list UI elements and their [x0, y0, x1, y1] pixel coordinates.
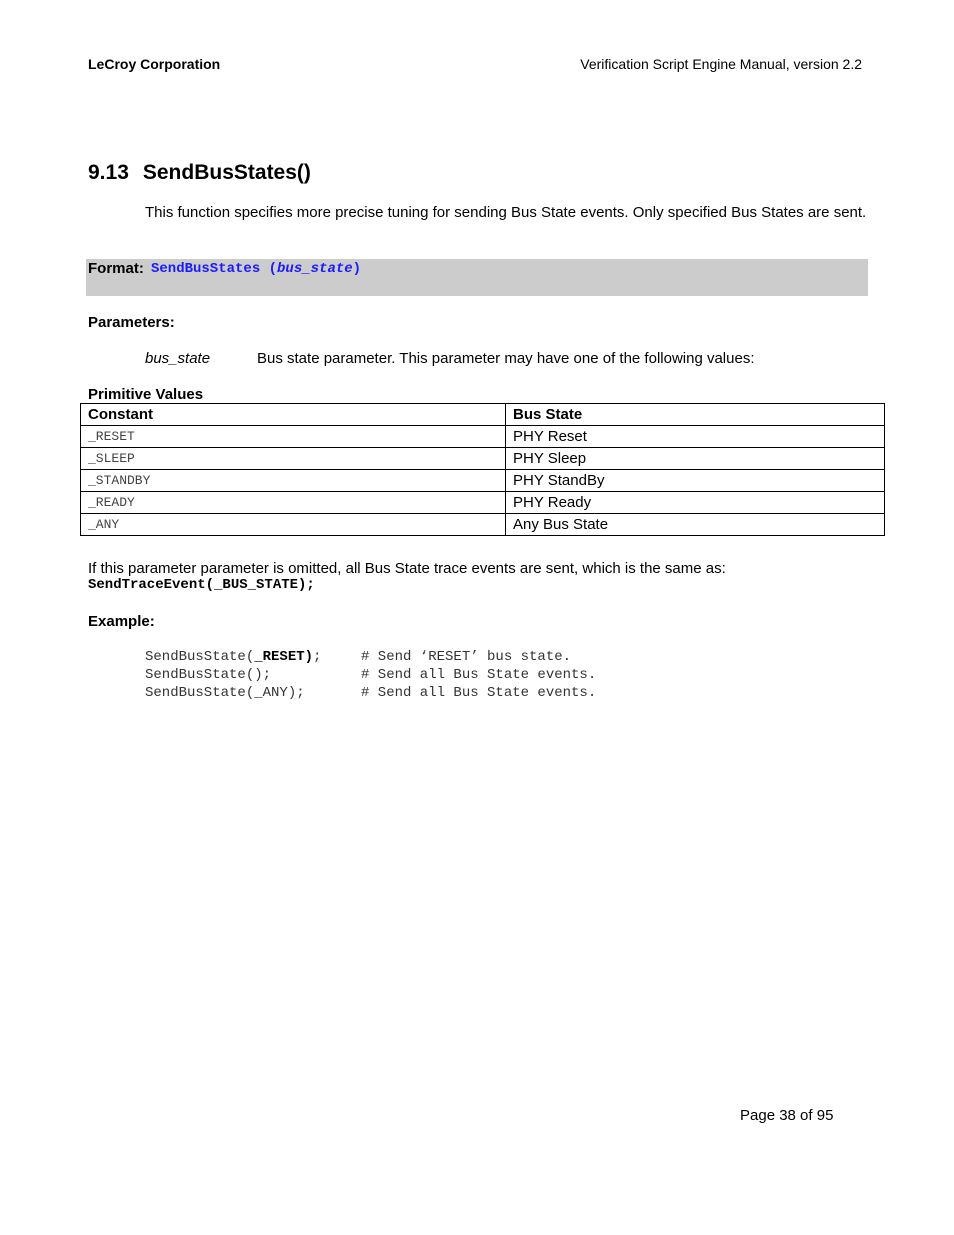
example-code-line: [145, 685, 597, 701]
intro-paragraph: This function specifies more precise tuning for sending Bus State events. Only specified Bus States are sent.: [145, 204, 867, 221]
bus-state-cell: PHY Ready: [506, 492, 885, 514]
code-argument: _RESET): [254, 649, 314, 665]
parameters-heading: Parameters:: [88, 314, 175, 331]
code-call: SendBusState(: [145, 649, 255, 665]
code-call: SendBusState();: [145, 667, 272, 683]
parameter-name: bus_state: [145, 350, 211, 367]
constant-cell: _READY: [81, 492, 506, 514]
example-code-line: [145, 667, 597, 683]
bus-state-cell: PHY Reset: [506, 426, 885, 448]
column-header-constant: Constant: [81, 404, 506, 426]
format-signature: [151, 261, 361, 277]
section-title: [88, 161, 311, 185]
parameter-description: Bus state parameter. This parameter may have one of the following values:: [257, 350, 755, 367]
format-close: ): [352, 261, 362, 277]
primitive-values-table: [80, 403, 885, 536]
bus-state-cell: PHY StandBy: [506, 470, 885, 492]
table-header-row: [81, 404, 885, 426]
example-code-line: [145, 649, 572, 665]
code-terminator: ;: [313, 649, 322, 665]
table-body: [81, 426, 885, 536]
example-heading: Example:: [88, 613, 155, 630]
constant-cell: _STANDBY: [81, 470, 506, 492]
column-header-bus-state: Bus State: [506, 404, 885, 426]
table-row: [81, 426, 885, 448]
primitive-values-heading: Primitive Values: [88, 386, 204, 403]
code-comment: # Send ‘RESET’ bus state.: [361, 649, 572, 665]
constant-cell: _ANY: [81, 514, 506, 536]
header-manual-title: Verification Script Engine Manual, version 2.2: [580, 56, 862, 72]
section-number: 9.13: [88, 161, 129, 184]
constant-cell: _RESET: [81, 426, 506, 448]
format-argument: bus_state: [277, 261, 353, 277]
table-row: [81, 448, 885, 470]
header-company: LeCroy Corporation: [88, 56, 221, 72]
section-name: SendBusStates(): [142, 161, 311, 184]
page-number: Page 38 of 95: [740, 1107, 834, 1124]
bus-state-cell: Any Bus State: [506, 514, 885, 536]
format-label: Format:: [88, 260, 144, 277]
omitted-note: If this parameter parameter is omitted, all Bus State trace events are sent, which is the same as:: [88, 560, 726, 577]
code-call: SendBusState(_ANY);: [145, 685, 305, 701]
table-row: [81, 492, 885, 514]
table-row: [81, 514, 885, 536]
omitted-code: SendTraceEvent(_BUS_STATE);: [88, 577, 315, 593]
format-function: SendBusStates (: [151, 261, 278, 277]
code-comment: # Send all Bus State events.: [361, 667, 597, 683]
constant-cell: _SLEEP: [81, 448, 506, 470]
code-comment: # Send all Bus State events.: [361, 685, 597, 701]
table-row: [81, 470, 885, 492]
bus-state-cell: PHY Sleep: [506, 448, 885, 470]
